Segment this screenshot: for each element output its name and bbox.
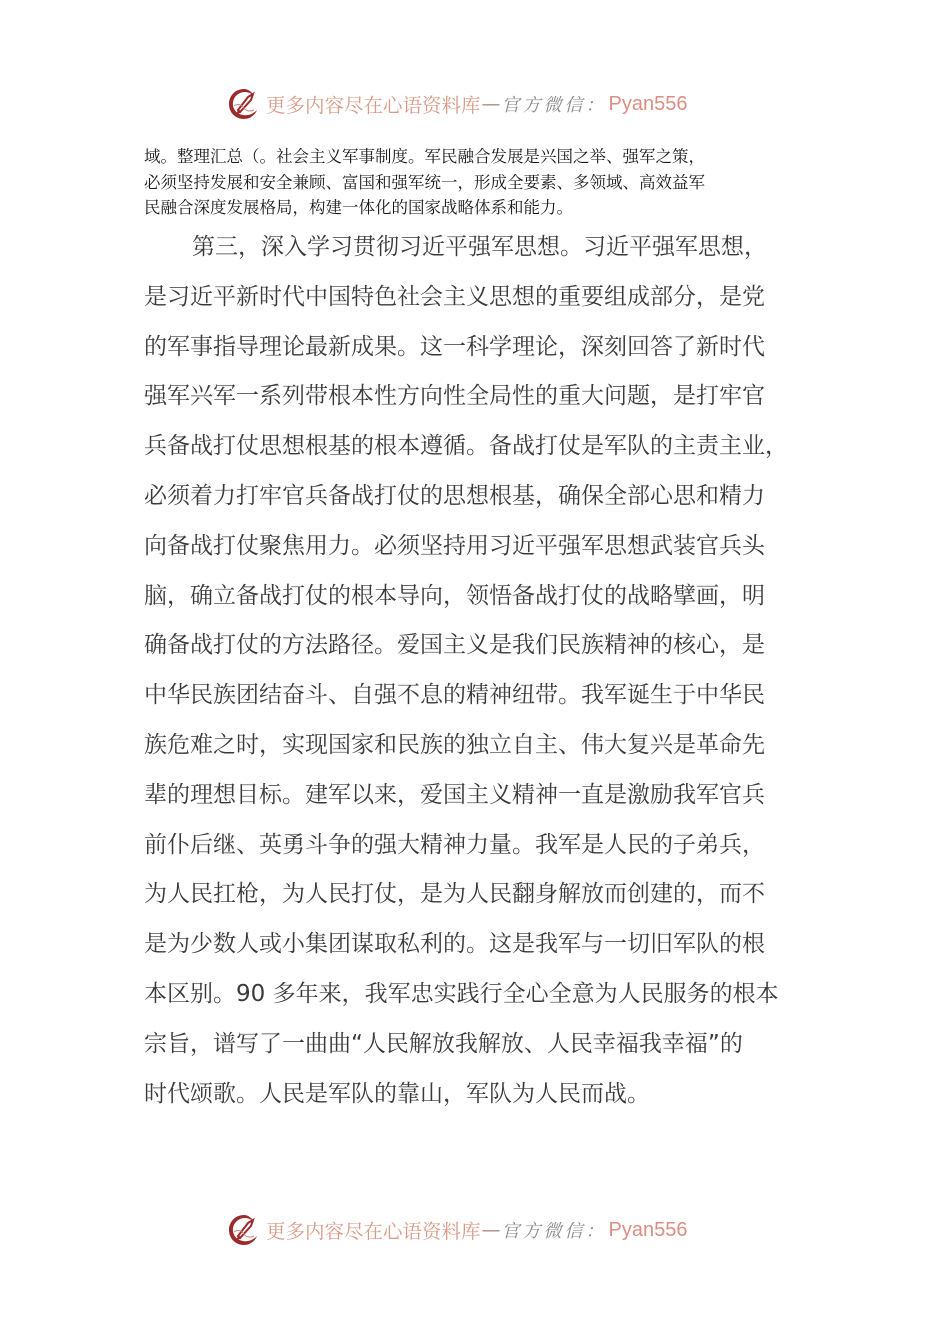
text-line: 本区别。90 多年来，我军忠实践行全心全意为人民服务的根本	[144, 980, 779, 1007]
text-line: 脑，确立备战打仗的根本导向，领悟备战打仗的战略擘画，明	[144, 582, 765, 609]
banner-wechat-id: Pyan556	[608, 1218, 688, 1241]
banner-wechat-label: 官方微信：	[501, 95, 607, 116]
banner-dash: —	[481, 1219, 501, 1241]
text-line: 宗旨，谱写了一曲曲“人民解放我解放、人民幸福我幸福”的	[144, 1030, 743, 1057]
text-line: 向备战打仗聚焦用力。必须坚持用习近平强军思想武装官兵头	[144, 532, 765, 559]
text-line: 域。整理汇总（。社会主义军事制度。军民融合发展是兴国之举、强军之策，	[144, 147, 705, 166]
main-paragraph	[144, 223, 824, 1119]
quill-pen-logo-icon	[226, 1212, 262, 1248]
text-line: 兵备战打仗思想根基的根本遵循。备战打仗是军队的主责主业，	[144, 433, 788, 460]
text-line: 时代颂歌。人民是军队的靠山，军队为人民而战。	[144, 1080, 650, 1107]
header-banner	[226, 82, 726, 126]
banner-tagline: 更多内容尽在心语资料库	[266, 94, 481, 117]
text-line: 是习近平新时代中国特色社会主义思想的重要组成部分，是党	[144, 283, 765, 310]
banner-wechat-label: 官方微信：	[501, 1221, 607, 1242]
text-line: 是为少数人或小集团谋取私利的。这是我军与一切旧军队的根	[144, 931, 765, 958]
text-line: 必须着力打牢官兵备战打仗的思想根基，确保全部心思和精力	[144, 482, 765, 509]
text-line: 民融合深度发展格局，构建一体化的国家战略体系和能力。	[144, 198, 573, 217]
banner-wechat-id: Pyan556	[608, 92, 688, 115]
text-line: 强军兴军一系列带根本性方向性全局性的重大问题，是打牢官	[144, 383, 765, 410]
text-line: 第三，深入学习贯彻习近平强军思想。习近平强军思想，	[192, 234, 767, 260]
text-line: 辈的理想目标。建军以来，爱国主义精神一直是激励我军官兵	[144, 781, 765, 808]
quill-pen-logo-icon	[226, 86, 262, 122]
text-line: 族危难之时，实现国家和民族的独立自主、伟大复兴是革命先	[144, 731, 765, 758]
text-line: 的军事指导理论最新成果。这一科学理论，深刻回答了新时代	[144, 333, 765, 360]
text-line: 必须坚持发展和安全兼顾、富国和强军统一，形成全要素、多领域、高效益军	[144, 172, 705, 192]
footer-banner	[226, 1208, 726, 1252]
banner-dash: —	[481, 93, 501, 115]
text-line: 前仆后继、英勇斗争的强大精神力量。我军是人民的子弟兵，	[144, 831, 765, 858]
text-line: 中华民族团结奋斗、自强不息的精神纽带。我军诞生于中华民	[144, 682, 765, 709]
banner-tagline: 更多内容尽在心语资料库	[266, 1220, 481, 1243]
text-line: 确备战打仗的方法路径。爱国主义是我们民族精神的核心，是	[144, 632, 765, 659]
text-line: 为人民扛枪，为人民打仗，是为人民翻身解放而创建的，而不	[144, 881, 765, 908]
small-paragraph	[144, 144, 814, 221]
